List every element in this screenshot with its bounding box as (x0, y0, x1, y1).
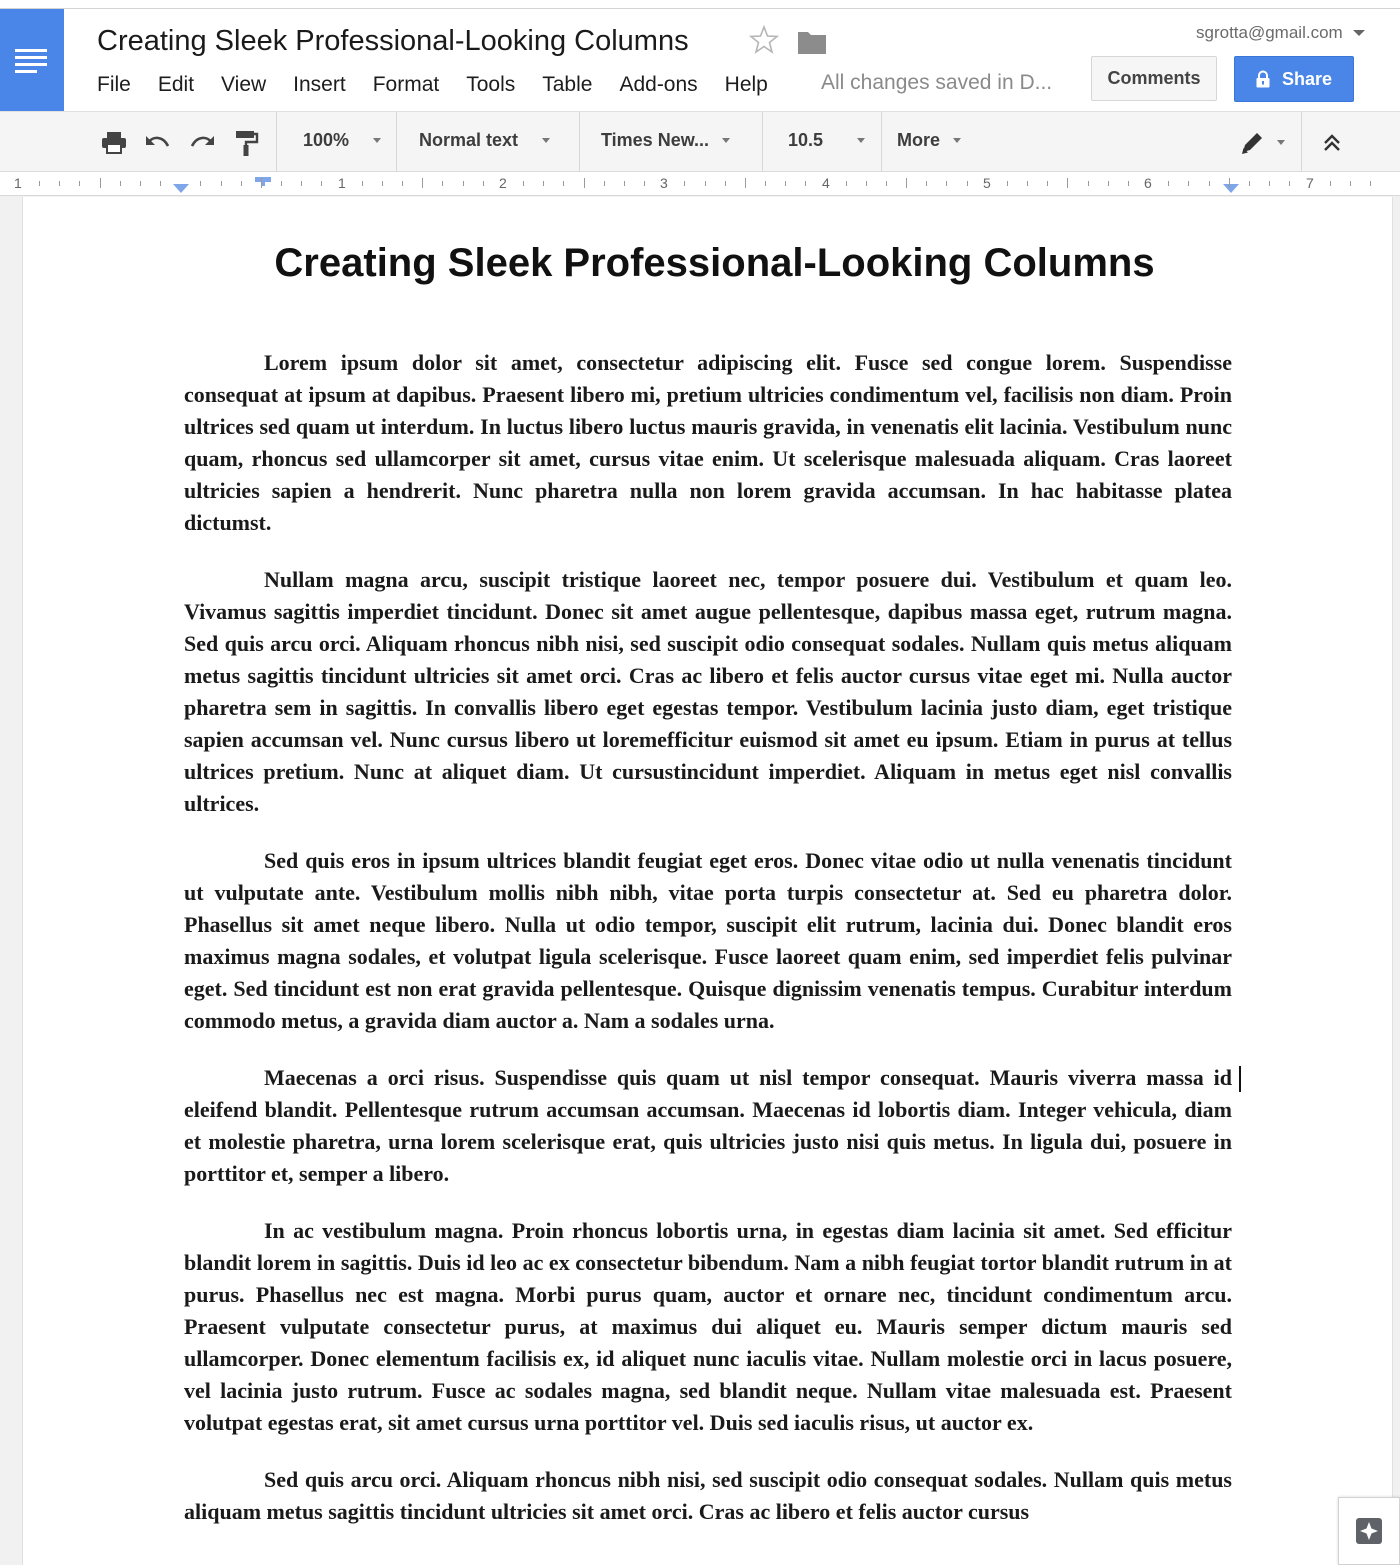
editing-mode-button[interactable] (1238, 129, 1266, 157)
ruler-tick (1350, 181, 1351, 186)
paragraph[interactable]: Maecenas a orci risus. Suspendisse quis quam ut nisl tempor consequat. Mauris viverra massa id eleifend blandit. Pellentesque rutrum accumsan accumsan. Maecenas id lobortis diam. Integer vehicula, diam et molestie pharetra, urna lorem scelerisque erat, quis ultricies justo nisi quis metus. In ligula dui, posuere in porttitor et, semper a libero. (184, 1065, 1232, 1186)
ruler-tick (402, 181, 403, 186)
ruler-tick (684, 181, 685, 186)
menu-file[interactable]: File (97, 73, 131, 96)
undo-icon (145, 133, 171, 153)
menu-tools[interactable]: Tools (466, 73, 516, 96)
editing-mode-caret[interactable] (1277, 140, 1285, 145)
explore-icon (1354, 1516, 1384, 1546)
ruler-tick (563, 181, 564, 186)
ruler-tick (1209, 181, 1210, 186)
redo-icon (189, 133, 215, 153)
toolbar-divider (396, 112, 397, 173)
chevron-down-icon (722, 138, 730, 143)
font-size-value: 10.5 (788, 130, 824, 150)
ruler-tick (765, 181, 766, 186)
ruler-tick (705, 181, 706, 186)
ruler-tick (261, 178, 262, 188)
toolbar-divider (276, 112, 277, 173)
ruler-tick (362, 181, 363, 186)
ruler-tick (1108, 181, 1109, 186)
menu-addons[interactable]: Add-ons (619, 73, 698, 96)
more-label: More (897, 130, 941, 150)
lock-icon (1256, 70, 1270, 88)
ruler-tick (886, 181, 887, 186)
ruler-tick (1289, 181, 1290, 186)
share-label: Share (1281, 68, 1333, 89)
ruler-tick (1330, 181, 1331, 186)
account-email: sgrotta@gmail.com (1196, 23, 1343, 42)
paragraph[interactable]: Nullam magna arcu, suscipit tristique laoreet nec, tempor posuere dui. Vestibulum et quam leo. Vivamus sagittis imperdiet tincidunt. Donec sit amet augue pellentesque, dapibus massa eget, rutrum magna. Sed quis arcu orci. Aliquam rhoncus nibh nisi, sed suscipit odio consequat sodales. Nullam quis metus aliquam metus sagittis tincidunt ultricies sit amet orci. Cras ac libero et felis auctor cursus vitae eget mi. Nulla auctor pharetra sem in sagittis. In convallis libero eget egestas tempor. Vestibulum lacinia justo diam, eget tristique sapien accumsan vel. Nunc cursus libero ut loremefficitur euismod sit amet eu ipsum. Etiam in purus at tellus ultrices pretium. Nunc at aliquet diam. Ut cursustincidunt imperdiet. Aliquam in metus eget nisl convallis ultrices. (184, 567, 1232, 816)
ruler-tick (624, 181, 625, 186)
paragraph-style-select[interactable] (419, 130, 550, 151)
paint-format-icon (233, 129, 259, 157)
double-chevron-up-icon (1322, 133, 1342, 153)
ruler-tick (1128, 181, 1129, 186)
ruler-tick (785, 181, 786, 186)
menu-help[interactable]: Help (724, 73, 768, 96)
ruler-number: 7 (1306, 175, 1314, 191)
ruler-tick (200, 181, 201, 186)
chevron-down-icon (953, 138, 961, 143)
chevron-down-icon (1353, 30, 1365, 36)
horizontal-ruler[interactable] (0, 172, 1400, 196)
collapse-menus-button[interactable] (1318, 129, 1346, 157)
ruler-tick (1047, 181, 1048, 186)
right-indent-marker[interactable] (1223, 184, 1239, 193)
ruler-tick (1007, 181, 1008, 186)
ruler-number: 1 (338, 175, 346, 191)
ruler-number: 5 (983, 175, 991, 191)
zoom-select[interactable] (303, 130, 381, 151)
ruler-tick (1249, 181, 1250, 186)
ruler-tick (745, 178, 746, 188)
ruler-number: 6 (1144, 175, 1152, 191)
ruler-tick (301, 181, 302, 186)
ruler-tick (382, 181, 383, 186)
ruler-tick (1027, 181, 1028, 186)
ruler-tick (100, 178, 101, 188)
share-button[interactable] (1234, 56, 1354, 102)
toolbar-divider (579, 112, 580, 173)
ruler-tick (926, 181, 927, 186)
ruler-tick (1269, 181, 1270, 186)
undo-button[interactable] (144, 129, 172, 157)
ruler-tick (422, 178, 423, 188)
ruler-tick (805, 181, 806, 186)
ruler-tick (967, 181, 968, 186)
redo-button[interactable] (188, 129, 216, 157)
ruler-tick (463, 181, 464, 186)
docs-logo-icon (15, 46, 49, 74)
document-heading[interactable]: Creating Sleek Professional-Looking Columns (274, 241, 1155, 285)
ruler-tick (946, 181, 947, 186)
font-select[interactable] (601, 130, 730, 151)
toolbar-divider (1301, 112, 1302, 173)
account-switcher[interactable] (1196, 23, 1365, 43)
ruler-tick (59, 181, 60, 186)
ruler-tick (644, 181, 645, 186)
ruler-tick (866, 181, 867, 186)
save-status[interactable]: All changes saved in D... (821, 71, 1053, 94)
text-cursor (1239, 1066, 1241, 1092)
comments-button[interactable]: Comments (1091, 56, 1217, 101)
document-title[interactable]: Creating Sleek Professional-Looking Columns (97, 25, 689, 57)
ruler-tick (906, 178, 907, 188)
star-icon[interactable] (749, 25, 779, 55)
ruler-tick (120, 181, 121, 186)
chevron-down-icon (542, 138, 550, 143)
pencil-icon (1239, 130, 1265, 156)
document-page[interactable] (22, 197, 1393, 1565)
ruler-tick (221, 181, 222, 186)
menu-bar (97, 70, 795, 100)
menu-view[interactable]: View (221, 73, 267, 96)
paragraph[interactable]: In ac vestibulum magna. Proin rhoncus lobortis urna, in egestas diam lacinia sit amet. Sed efficitur blandit lorem in sagittis. Duis id leo ac ex consectetur bibendum. Nam a nibh feugiat tortor blandit rutrum in at purus. Phasellus nec est magna. Morbi purus quam, auctor et ornare nec, tincidunt condimentum arcu. Praesent vulputate consectetur purus, at maximus dui aliquet eu. Mauris semper dictum mauris sed ullamcorper. Donec elementum facilisis ex, id aliquet nunc iaculis vitae. Nullam molestie orci in lacus posuere, vel lacinia justo rutrum. Fusce ac sodales magna, sed blandit neque. Nullam vitae malesuada est. Praesent volutpat egestas erat, sit amet cursus urna porttitor vel. Duis sed iaculis risus, ut auctor ex. (184, 1218, 1232, 1435)
folder-icon[interactable] (797, 29, 827, 55)
ruler-tick (241, 181, 242, 186)
paragraph[interactable]: Lorem ipsum dolor sit amet, consectetur adipiscing elit. Fusce sed congue lorem. Suspendisse consequat at ipsum at dapibus. Praesent libero mi, pretium ultricies condimentum vel, facilisis non diam. Proin ultrices sed quam ut interdum. In luctus libero luctus mauris gravida, in venenatis elit lacinia. Vestibulum nunc quam, rhoncus sed ullamcorper sit amet, cursus vitae enim. Ut scelerisque malesuada aliquam. Cras laoreet ultricies sapien a hendrerit. Nunc pharetra nulla non lorem gravida accumsan. In hac habitasse platea dictumst. (184, 350, 1232, 535)
chevron-down-icon (1277, 140, 1285, 145)
ruler-tick (1088, 181, 1089, 186)
ruler-number: 1 (14, 175, 22, 191)
ruler-tick (160, 181, 161, 186)
menu-edit[interactable]: Edit (157, 73, 195, 96)
font-value: Times New... (601, 130, 710, 150)
ruler-tick (1229, 178, 1230, 188)
ruler-tick (140, 181, 141, 186)
ruler-tick (483, 181, 484, 186)
ruler-tick (1188, 181, 1189, 186)
ruler-tick (584, 178, 585, 188)
toolbar-divider (762, 112, 763, 173)
ruler-tick (321, 181, 322, 186)
ruler-tick (543, 181, 544, 186)
ruler-tick (846, 181, 847, 186)
menu-format[interactable]: Format (372, 73, 440, 96)
paragraph[interactable]: Sed quis arcu orci. Aliquam rhoncus nibh nisi, sed suscipit odio consequat sodales. Nullam quis metus aliquam metus sagittis tincidunt ultricies sit amet orci. Cras ac libero et felis auctor cursus (184, 1467, 1232, 1524)
formatting-toolbar (0, 111, 1400, 172)
ruler-tick (1067, 178, 1068, 188)
paragraph[interactable]: Sed quis eros in ipsum ultrices blandit feugiat eget eros. Donec vitae odio ut nulla venenatis tincidunt ut vulputate ante. Vestibulum mollis nibh nibh, vitae porta turpis consectetur at. Sed eu pharetra dolor. Phasellus sit amet neque libero. Nulla ut odio tempor, suscipit elit rutrum, lacinia dui. Donec blandit eros maximus magna sodales, et volutpat ligula scelerisque. Fusce laoreet quam enim, sed imperdiet felis pulvinar eget. Sed tincidunt est non erat gravida pellentesque. Quisque dignissim venenatis tempus. Curabitur interdum commodo metus, a gravida diam auctor a. Nam a sodales urna. (184, 848, 1232, 1033)
toolbar-divider (881, 112, 882, 173)
ruler-tick (523, 181, 524, 186)
left-indent-marker[interactable] (173, 184, 189, 193)
ruler-number: 2 (499, 175, 507, 191)
explore-button[interactable] (1338, 1497, 1400, 1565)
ruler-tick (604, 181, 605, 186)
ruler-tick (1168, 181, 1169, 186)
document-body[interactable] (184, 347, 1232, 1553)
print-button[interactable] (100, 129, 128, 157)
ruler-number: 3 (660, 175, 668, 191)
font-size-select[interactable] (788, 130, 865, 151)
chevron-down-icon (373, 138, 381, 143)
ruler-tick (1370, 181, 1371, 186)
menu-insert[interactable]: Insert (293, 73, 346, 96)
docs-home-button[interactable] (0, 9, 64, 111)
ruler-number: 4 (822, 175, 830, 191)
chevron-down-icon (857, 138, 865, 143)
more-button[interactable] (897, 130, 961, 151)
app-header (0, 9, 1400, 111)
menu-table[interactable]: Table (542, 73, 593, 96)
paint-format-button[interactable] (232, 129, 260, 157)
zoom-value: 100% (303, 130, 350, 150)
paragraph-style-value: Normal text (419, 130, 519, 150)
print-icon (101, 131, 127, 155)
ruler-tick (442, 181, 443, 186)
ruler-tick (39, 181, 40, 186)
ruler-tick (281, 181, 282, 186)
ruler-tick (725, 181, 726, 186)
ruler-tick (79, 181, 80, 186)
window-top-edge (0, 0, 1400, 9)
